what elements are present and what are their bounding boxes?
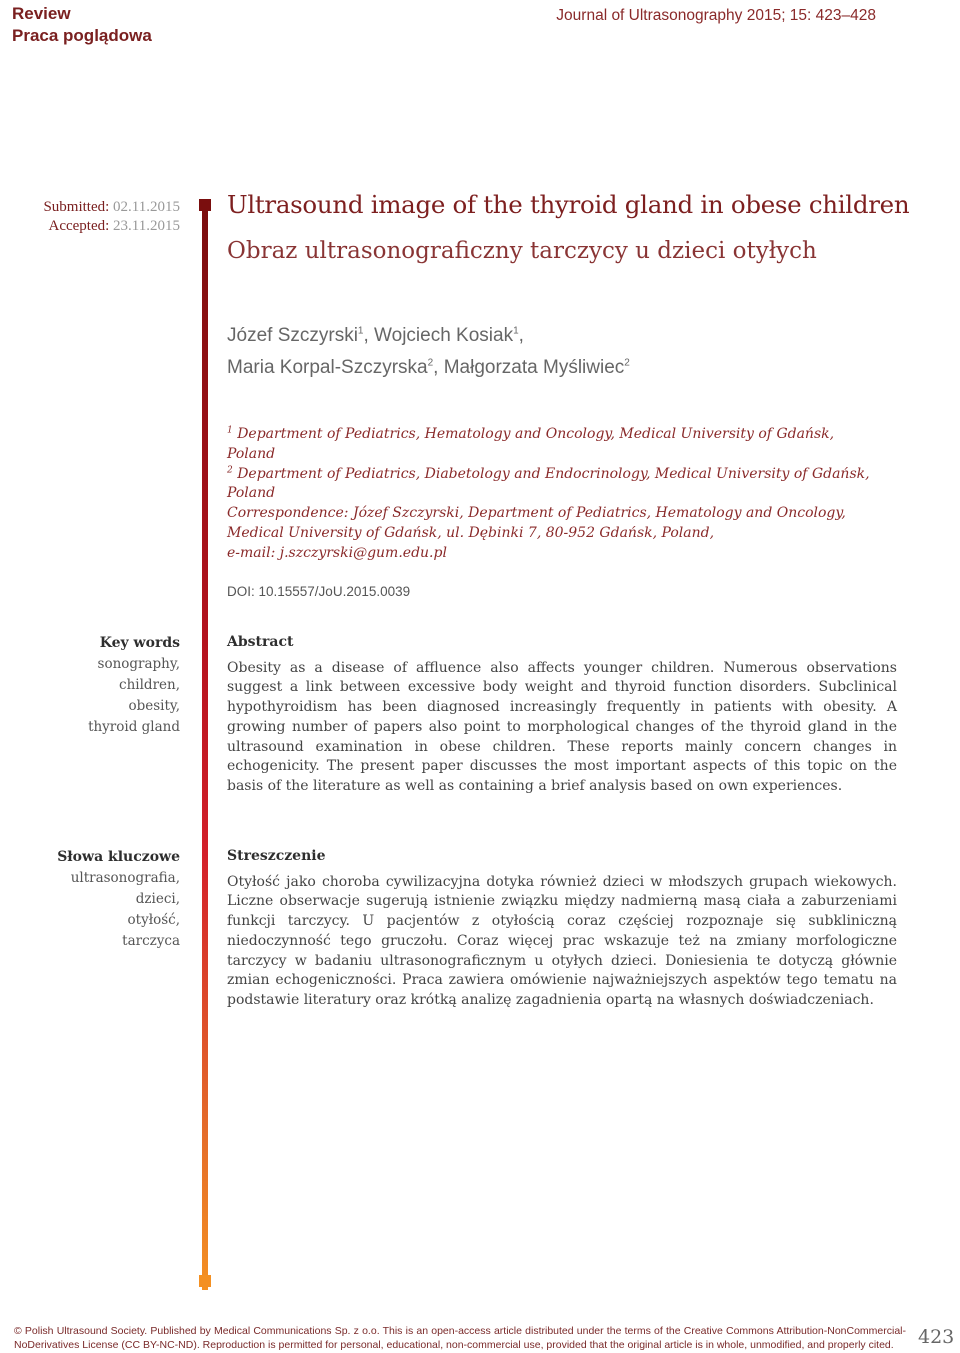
author-separator: , [363, 325, 375, 346]
author-separator: , [433, 357, 444, 378]
affiliations [227, 425, 877, 564]
author-affiliation-sup: 1 [513, 325, 519, 337]
author-line-2 [227, 352, 630, 384]
article-type-en: Review [12, 4, 71, 23]
keyword-item: ultrasonografia, [70, 870, 180, 886]
keyword-item: otyłość, [127, 912, 180, 928]
author-line-1 [227, 320, 630, 352]
keywords-title: Słowa kluczowe [57, 849, 180, 865]
keyword-item: tarczyca [122, 933, 180, 949]
author-list [227, 320, 630, 384]
author-name: Wojciech Kosiak [374, 325, 514, 346]
author-separator: , [518, 325, 524, 346]
abstract-text: Obesity as a disease of affluence also affects younger children. Numerous observations suggest a link between excessive body weight and thyroid function disorders. Subclinical hypothyroidism has been diagnosed increasingly frequently in patients with obesity. A growing number of papers also point to morphological changes of the thyroid gland in the ultrasound examination in obese children. These reports mainly concern changes in echogenicity. The present paper discusses the most important aspects of this topic on the basis of the literature as well as containing a brief analysis based on own experiences. [227, 659, 897, 794]
abstract-polish [227, 847, 897, 1011]
accepted-value: 23.11.2015 [113, 218, 180, 234]
keyword-item: children, [119, 677, 180, 693]
submitted-value: 02.11.2015 [113, 199, 180, 215]
timeline-top-marker [199, 199, 211, 211]
page-number: 423 [918, 1326, 955, 1348]
title-english: Ultrasound image of the thyroid gland in obese children [227, 190, 910, 219]
correspondence: Correspondence: Józef Szczyrski, Department of Pediatrics, Hematology and Oncology, Medical University of Gdańsk, ul. Dębinki 7, 80-952 Gdańsk, Poland, [227, 505, 846, 541]
keywords-polish [57, 847, 180, 952]
abstract-title: Abstract [227, 634, 294, 650]
journal-citation: Journal of Ultrasonography 2015; 15: 423–428 [556, 7, 876, 24]
affiliation-text: Department of Pediatrics, Hematology and Oncology, Medical University of Gdańsk, Poland [227, 426, 835, 462]
abstract-text: Otyłość jako choroba cywilizacyjna dotyka również dzieci w młodszych grupach wiekowych. Liczne obserwacje sugerują istnienie związku między nadmierną masą ciała a zaburzeniami funkcji tarczycy. U pacjentów z otyłością coraz częściej rozpoznaje się subkliniczną niedoczynność tego gruczołu. Coraz więcej prac wskazuje też na zmiany morfologiczne tarczycy w badaniu ultrasonograficznym u otyłych dzieci. Doniesienia te dotyczą głównie zmian echogeniczności. Praca zawiera omówienie najważniejszych aspektów tego tematu na podstawie literatury oraz krótką analizę zagadnienia opartą na własnych doświadczeniach. [227, 873, 897, 1008]
correspondence-email[interactable]: e-mail: j.szczyrski@gum.edu.pl [227, 544, 447, 561]
affiliation-text: Department of Pediatrics, Diabetology and Endocrinology, Medical University of Gdańsk, Poland [227, 465, 870, 502]
accepted-label: Accepted: [48, 218, 110, 234]
affiliation-1 [227, 425, 877, 465]
article-dates [43, 198, 180, 236]
timeline-bottom-marker [199, 1275, 211, 1287]
submitted-label: Submitted: [43, 199, 110, 215]
keyword-item: thyroid gland [88, 719, 180, 735]
title-polish: Obraz ultrasonograficzny tarczycy u dzieci otyłych [227, 238, 817, 264]
submitted-date [43, 198, 180, 217]
author-affiliation-sup: 2 [624, 357, 630, 369]
abstract-title: Streszczenie [227, 848, 326, 864]
keywords-title: Key words [99, 635, 180, 651]
article-type-pl: Praca poglądowa [12, 26, 152, 45]
article-type [12, 3, 152, 47]
abstract-english [227, 633, 897, 797]
accepted-date [43, 217, 180, 236]
doi[interactable]: DOI: 10.15557/JoU.2015.0039 [227, 584, 411, 599]
author-name: Małgorzata Myśliwiec [443, 357, 625, 378]
keywords-english [88, 633, 180, 738]
author-affiliation-sup: 1 [357, 325, 364, 337]
timeline-bar [202, 200, 208, 1290]
author-affiliation-sup: 2 [427, 357, 434, 369]
keyword-item: sonography, [97, 656, 180, 672]
author-name: Józef Szczyrski [227, 325, 358, 346]
license-footer: © Polish Ultrasound Society. Published by Medical Communications Sp. z o.o. This is an open-access article distributed under the terms of the Creative Commons Attribution-NonCommercial-NoDerivatives License (CC BY-NC-ND). Reproduction is permitted for personal, educational, non-commercial use, provided that the original article is in whole, unmodified, and properly cited. [14, 1325, 906, 1351]
affiliation-2 [227, 465, 877, 505]
affiliation-sup: 2 [227, 464, 233, 475]
affiliation-sup: 1 [227, 425, 233, 436]
keyword-item: dzieci, [135, 891, 180, 907]
author-name: Maria Korpal-Szczyrska [227, 357, 428, 378]
keyword-item: obesity, [128, 698, 180, 714]
